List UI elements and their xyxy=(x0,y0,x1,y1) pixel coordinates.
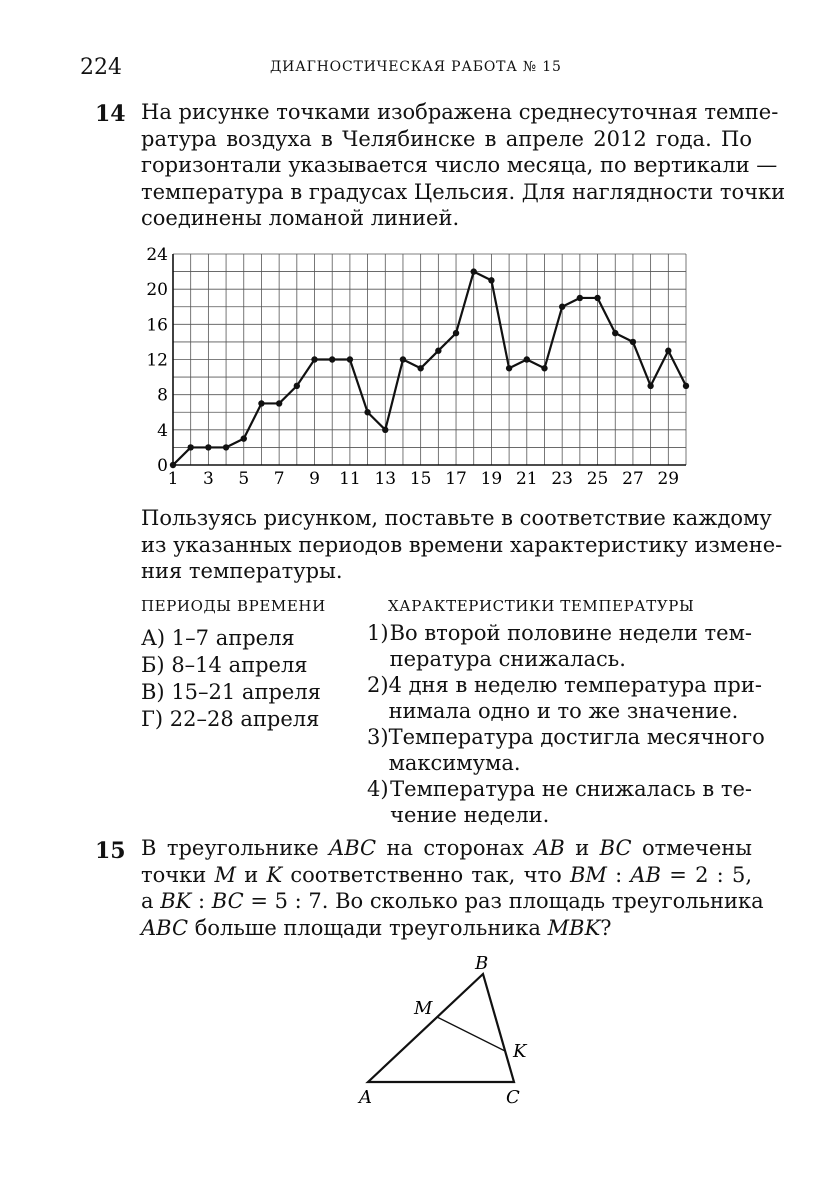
label-b: B xyxy=(475,953,489,974)
data-point xyxy=(294,383,300,389)
x-tick-label: 11 xyxy=(339,469,361,489)
data-point xyxy=(665,348,671,354)
var: AB xyxy=(630,862,662,887)
data-point xyxy=(311,356,317,362)
y-tick-label: 12 xyxy=(146,350,168,371)
data-point xyxy=(187,444,193,450)
characteristics-list xyxy=(367,620,765,828)
period-text: 22–28 апреля xyxy=(169,707,320,731)
period-label: А) xyxy=(141,626,166,650)
label-m: M xyxy=(414,998,433,1019)
characteristic-line: чение недели. xyxy=(390,803,550,827)
characteristics-header: ХАРАКТЕРИСТИКИ ТЕМПЕРАТУРЫ xyxy=(388,597,695,615)
period-text: 1–7 апреля xyxy=(171,626,295,650)
chart-y-ticks xyxy=(146,245,168,476)
var: BC xyxy=(599,836,632,860)
var: BM xyxy=(569,862,607,887)
text-run: а xyxy=(141,889,161,913)
x-tick-label: 27 xyxy=(622,469,644,489)
task-15-line xyxy=(141,888,764,915)
var: ABC xyxy=(329,836,377,860)
data-point xyxy=(577,295,583,301)
text-run: = 5 : 7. Во сколько раз площадь треугольника xyxy=(243,889,764,913)
period-label: В) xyxy=(141,680,165,704)
task-14-line: горизонтали указывается число месяца, по вертикали — xyxy=(141,153,778,177)
period-text: 15–21 апреля xyxy=(171,680,321,704)
data-point xyxy=(630,339,636,345)
periods-list xyxy=(141,625,321,733)
period-item xyxy=(141,652,321,679)
page-number: 224 xyxy=(80,55,122,80)
data-point xyxy=(612,330,618,336)
var: ABC xyxy=(141,915,189,940)
y-tick-label: 0 xyxy=(157,456,168,476)
text-run: : xyxy=(606,862,631,887)
x-tick-label: 21 xyxy=(515,469,538,489)
periods-header: ПЕРИОДЫ ВРЕМЕНИ xyxy=(141,597,326,615)
characteristic-label: 1) xyxy=(367,621,389,645)
task-14-line: ратура воздуха в Челябинске в апреле 2012 года. По xyxy=(141,126,752,151)
x-tick-label: 19 xyxy=(480,469,503,489)
x-tick-label: 23 xyxy=(551,469,573,489)
period-label: Б) xyxy=(141,653,165,677)
temperature-chart xyxy=(140,240,700,490)
characteristic-label: 4) xyxy=(367,777,389,801)
characteristic-line: максимума. xyxy=(388,751,521,775)
data-point xyxy=(541,365,547,371)
task-15-number: 15 xyxy=(95,838,126,864)
x-tick-label: 15 xyxy=(409,469,432,489)
task-15-line xyxy=(141,835,752,862)
instruction-text xyxy=(141,505,783,585)
task-15-line xyxy=(141,862,752,889)
y-tick-label: 4 xyxy=(157,420,168,441)
data-point xyxy=(400,356,406,362)
data-point xyxy=(205,444,211,450)
x-tick-label: 9 xyxy=(309,469,320,489)
task-14-line: На рисунке точками изображена среднесуточная темпе- xyxy=(141,100,779,124)
data-point xyxy=(258,400,264,406)
triangle-abc xyxy=(368,974,514,1082)
x-tick-label: 13 xyxy=(374,469,397,489)
characteristic-item xyxy=(367,620,752,672)
data-point xyxy=(435,348,441,354)
x-tick-label: 7 xyxy=(273,469,285,489)
period-item xyxy=(141,679,321,706)
task-15-line xyxy=(141,915,752,942)
label-k: K xyxy=(513,1041,527,1062)
data-point xyxy=(488,277,494,283)
characteristic-label: 3) xyxy=(367,725,389,749)
y-tick-label: 20 xyxy=(146,280,168,301)
label-a: A xyxy=(359,1087,372,1108)
period-item xyxy=(141,706,321,733)
series-line xyxy=(173,272,686,465)
characteristic-label: 2) xyxy=(367,673,389,697)
task-14-number: 14 xyxy=(95,101,126,127)
characteristic-line: Во второй половине недели тем- xyxy=(389,621,752,645)
instruction-line: ния температуры. xyxy=(141,559,343,583)
text-run: точки xyxy=(141,862,215,887)
text-run: ? xyxy=(600,915,612,940)
characteristic-item xyxy=(367,724,765,776)
text-run: и xyxy=(236,862,267,887)
period-item xyxy=(141,625,321,652)
segment-mk xyxy=(437,1017,505,1051)
data-point xyxy=(506,365,512,371)
task-14-text xyxy=(141,99,786,232)
data-point xyxy=(647,383,653,389)
data-point xyxy=(417,365,423,371)
characteristic-line: Температура достигла месячного xyxy=(388,725,765,749)
x-tick-label: 29 xyxy=(657,469,680,489)
x-tick-label: 5 xyxy=(238,469,250,489)
period-label: Г) xyxy=(141,707,164,731)
text-run: больше площади треугольника xyxy=(188,915,548,940)
data-point xyxy=(276,400,282,406)
var: BC xyxy=(211,889,244,913)
characteristic-line: 4 дня в неделю температура при- xyxy=(388,673,762,697)
chart-x-ticks xyxy=(168,469,680,489)
text-run: = 2 : 5, xyxy=(661,862,752,887)
data-point xyxy=(524,356,530,362)
characteristic-text xyxy=(390,620,752,672)
chart-points xyxy=(170,268,689,468)
data-point xyxy=(241,435,247,441)
var: M xyxy=(214,862,237,887)
data-point xyxy=(471,268,477,274)
characteristic-item xyxy=(367,776,752,828)
characteristic-text xyxy=(389,672,762,724)
var: AB xyxy=(534,836,565,860)
data-point xyxy=(364,409,370,415)
var: BK xyxy=(160,889,192,913)
text-run: и xyxy=(564,836,600,860)
text-run: соответственно так, что xyxy=(282,862,570,887)
period-text: 8–14 апреля xyxy=(171,653,308,677)
triangle-figure xyxy=(340,945,560,1115)
data-point xyxy=(683,383,689,389)
characteristic-line: пература снижалась. xyxy=(389,647,626,671)
y-tick-label: 16 xyxy=(146,315,168,336)
var: MBK xyxy=(547,915,601,940)
data-point xyxy=(347,356,353,362)
data-point xyxy=(559,304,565,310)
var: K xyxy=(266,862,283,887)
x-tick-label: 3 xyxy=(202,469,214,489)
text-run: В треугольнике xyxy=(141,836,330,860)
characteristic-text xyxy=(389,724,765,776)
data-point xyxy=(594,295,600,301)
instruction-line: из указанных периодов времени характеристику измене- xyxy=(141,532,783,557)
data-point xyxy=(382,427,388,433)
label-c: C xyxy=(506,1087,520,1108)
characteristic-line: нимала одно и то же значение. xyxy=(388,699,739,723)
y-tick-label: 8 xyxy=(157,385,168,406)
data-point xyxy=(170,462,176,468)
task-14-line: соединены ломаной линией. xyxy=(141,206,460,230)
data-point xyxy=(329,356,335,362)
text-run: : xyxy=(191,889,212,913)
x-tick-label: 25 xyxy=(586,469,609,489)
y-tick-label: 24 xyxy=(146,245,168,265)
instruction-line: Пользуясь рисунком, поставьте в соответствие каждому xyxy=(141,506,772,530)
characteristic-line: Температура не снижалась в те- xyxy=(390,777,752,801)
x-tick-label: 1 xyxy=(167,469,179,489)
characteristic-text xyxy=(390,776,752,828)
characteristic-item xyxy=(367,672,762,724)
running-title: ДИАГНОСТИЧЕСКАЯ РАБОТА № 15 xyxy=(270,59,562,75)
data-point xyxy=(453,330,459,336)
task-15-text xyxy=(141,835,764,941)
task-14-line: температура в градусах Цельсия. Для наглядности точки xyxy=(141,179,786,204)
text-run: на сторонах xyxy=(376,836,535,860)
text-run: отмечены xyxy=(631,836,752,860)
data-point xyxy=(223,444,229,450)
x-tick-label: 17 xyxy=(445,469,467,489)
